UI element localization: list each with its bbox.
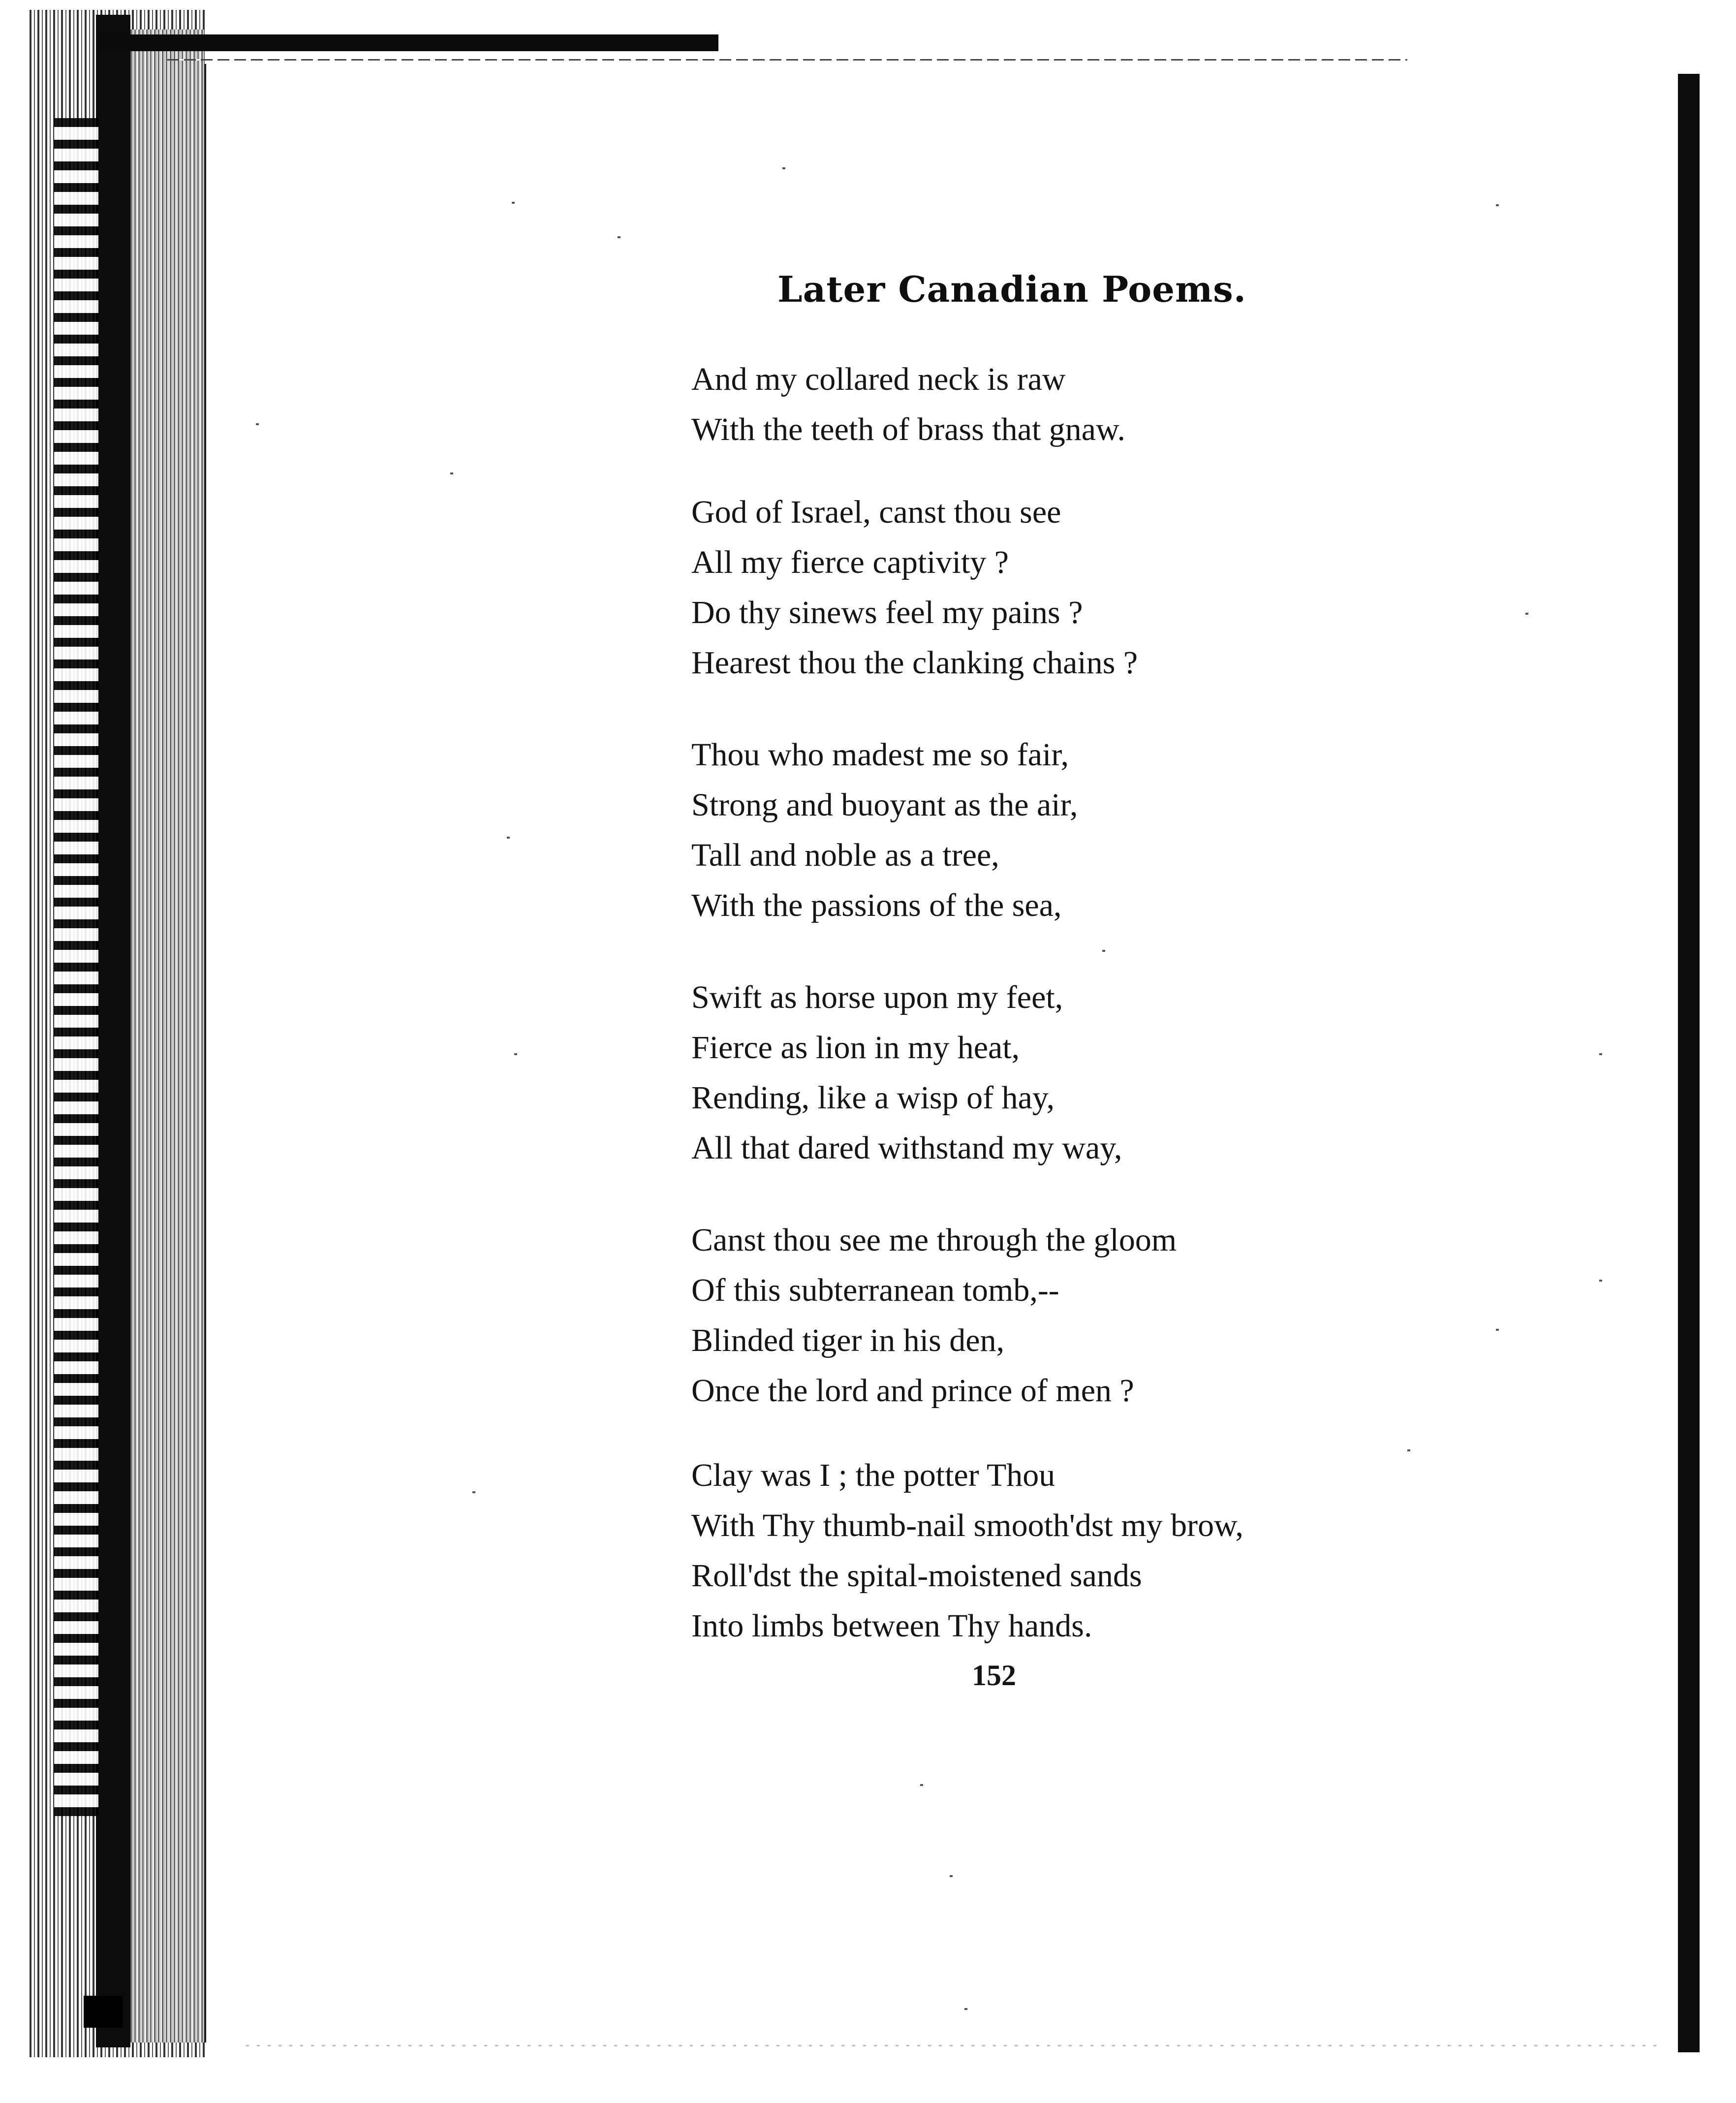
poem-line: God of Israel, canst thou see bbox=[691, 494, 1061, 530]
scan-speck bbox=[514, 1053, 517, 1055]
scan-speck bbox=[618, 236, 620, 238]
scan-speck bbox=[256, 423, 259, 425]
scan-speck bbox=[1599, 1053, 1602, 1055]
scan-speck bbox=[1407, 1449, 1410, 1451]
stanza-2 bbox=[691, 487, 1405, 688]
right-page-edge bbox=[1678, 74, 1700, 2052]
scan-speck bbox=[450, 472, 453, 474]
poem-line: With Thy thumb-nail smooth'dst my brow, bbox=[691, 1507, 1244, 1543]
top-page-rule bbox=[167, 59, 1407, 61]
scan-speck bbox=[507, 837, 510, 839]
scan-speck bbox=[1496, 204, 1499, 206]
poem-line: Clay was I ; the potter Thou bbox=[691, 1457, 1055, 1493]
poem-line: All that dared withstand my way, bbox=[691, 1130, 1122, 1166]
scan-speck bbox=[472, 1491, 475, 1493]
book-spine-shadow bbox=[96, 15, 130, 2047]
poem-line: Canst thou see me through the gloom bbox=[691, 1222, 1177, 1258]
left-page-rule bbox=[204, 64, 206, 2042]
poem-line: Blinded tiger in his den, bbox=[691, 1322, 1005, 1358]
scan-speck bbox=[920, 1784, 923, 1786]
poem-line: Once the lord and prince of men ? bbox=[691, 1373, 1134, 1409]
page-stack-edge bbox=[130, 30, 204, 2042]
stanza-3 bbox=[691, 730, 1405, 931]
running-head: Later Canadian Poems. bbox=[777, 268, 1246, 310]
stanza-1 bbox=[691, 354, 1405, 455]
poem-line: Thou who madest me so fair, bbox=[691, 737, 1069, 773]
poem-line: Swift as horse upon my feet, bbox=[691, 979, 1063, 1015]
poem-line: And my collared neck is raw bbox=[691, 361, 1066, 397]
poem-line: Tall and noble as a tree, bbox=[691, 837, 999, 873]
poem-line: Hearest thou the clanking chains ? bbox=[691, 645, 1138, 681]
top-binding-edge bbox=[98, 34, 718, 51]
stanza-5 bbox=[691, 1215, 1405, 1416]
scan-speck bbox=[1525, 613, 1528, 615]
scan-speck bbox=[950, 1875, 953, 1877]
poem-line: With the teeth of brass that gnaw. bbox=[691, 411, 1125, 447]
poem-line: Fierce as lion in my heat, bbox=[691, 1030, 1020, 1066]
scan-speck bbox=[782, 167, 785, 169]
spine-corner-block bbox=[84, 1996, 123, 2028]
poem-line: Of this subterranean tomb,-- bbox=[691, 1272, 1059, 1308]
poem-line: With the passions of the sea, bbox=[691, 887, 1062, 923]
poem-body bbox=[691, 354, 1405, 1651]
scan-speck bbox=[964, 2008, 967, 2010]
scan-speck bbox=[1496, 1329, 1499, 1331]
bottom-page-edge bbox=[246, 2045, 1663, 2046]
spine-tick-marks bbox=[54, 118, 98, 1816]
poem-line: Strong and buoyant as the air, bbox=[691, 787, 1078, 823]
poem-line: Roll'dst the spital-moistened sands bbox=[691, 1558, 1142, 1594]
poem-line: Do thy sinews feel my pains ? bbox=[691, 595, 1083, 630]
page-number: 152 bbox=[972, 1659, 1016, 1692]
scan-speck bbox=[1599, 1280, 1602, 1282]
poem-line: Rending, like a wisp of hay, bbox=[691, 1080, 1055, 1116]
poem-line: Into limbs between Thy hands. bbox=[691, 1608, 1092, 1644]
stanza-6 bbox=[691, 1450, 1405, 1651]
poem-line: All my fierce captivity ? bbox=[691, 544, 1009, 580]
stanza-4 bbox=[691, 973, 1405, 1173]
scan-speck bbox=[512, 202, 515, 204]
